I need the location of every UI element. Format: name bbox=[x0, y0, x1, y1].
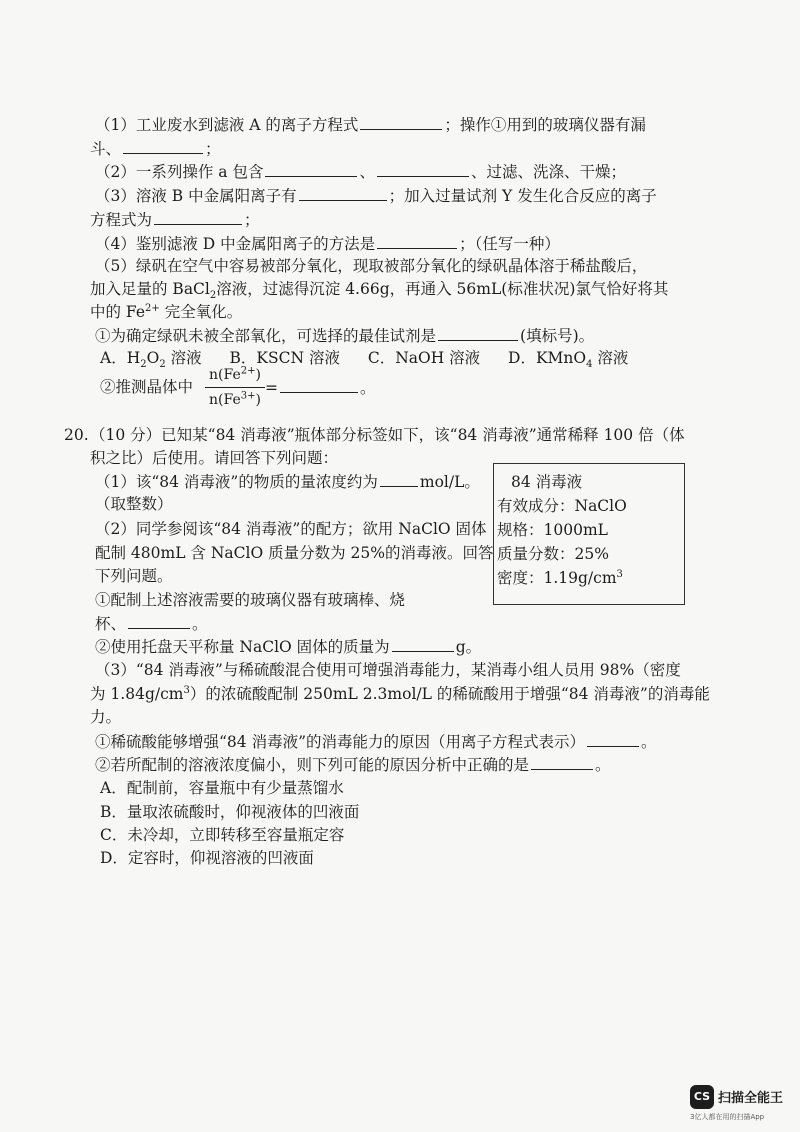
option-a-text-c: 溶液 bbox=[165, 349, 202, 367]
q19-part2-text-c: 、过滤、洗涤、干燥； bbox=[470, 163, 626, 181]
scanner-watermark bbox=[690, 1085, 790, 1125]
answer-blank bbox=[438, 324, 518, 341]
q19-part5-text-c2: 完全氧化。 bbox=[159, 303, 243, 321]
q20-sub2-q2-text: ②使用托盘天平称量 NaClO 固体的质量为 bbox=[95, 638, 390, 656]
q19-part3-text-c: 方程式为 bbox=[90, 211, 153, 229]
fraction-numerator: $n(Fe^{2+})$ bbox=[209, 365, 261, 383]
label-mass-fraction: 质量分数：25% bbox=[497, 545, 609, 563]
q19-part5-question1 bbox=[95, 324, 594, 347]
disinfectant-label-box bbox=[493, 463, 685, 605]
q20-choice-a: A．配制前，容量瓶中有少量蒸馏水 bbox=[100, 779, 344, 797]
q19-part5-question1-end: (填标号)。 bbox=[520, 327, 595, 345]
q19-part5-text-b: 加入足量的 BaCl bbox=[90, 280, 210, 298]
label-title: 84 消毒液 bbox=[511, 473, 583, 491]
answer-blank bbox=[154, 208, 242, 225]
q20-sub2-line2 bbox=[95, 542, 494, 564]
option-b: B．KSCN 溶液 bbox=[229, 349, 340, 367]
camscanner-logo-icon: CS bbox=[690, 1085, 714, 1109]
q19-part3-text-d: ； bbox=[244, 211, 260, 229]
option-a-text: A．H bbox=[100, 349, 141, 367]
q20-sub3-line1 bbox=[95, 659, 681, 681]
q20-sub3-q2-text: ②若所配制的溶液浓度偏小，则下列可能的原因分析中正确的是 bbox=[95, 756, 530, 774]
answer-blank bbox=[299, 184, 387, 201]
q19-part1-line1 bbox=[95, 113, 646, 136]
q20-intro-line2 bbox=[90, 447, 338, 469]
q20-sub2-q1-text: ①配制上述溶液需要的玻璃仪器有玻璃棒、烧 bbox=[95, 591, 406, 609]
answer-blank bbox=[392, 635, 454, 652]
q19-part5-question2-answer bbox=[265, 376, 376, 399]
q19-part1-text: （1）工业废水到滤液 A 的离子方程式 bbox=[95, 116, 359, 134]
answer-blank bbox=[531, 753, 593, 770]
q20-sub1-note: （取整数） bbox=[95, 495, 173, 513]
q20-sub2-q2-line bbox=[95, 635, 481, 658]
subscript: 2 bbox=[159, 359, 166, 371]
q19-part5-question2 bbox=[100, 376, 193, 398]
q20-sub2-line3 bbox=[95, 565, 173, 587]
answer-blank bbox=[265, 160, 357, 177]
q20-sub2-q1-text-b: 杯、 bbox=[95, 615, 127, 633]
answer-blank bbox=[587, 730, 639, 747]
q20-sub1-unit: mol/L。 bbox=[419, 473, 480, 491]
q20-sub3-text-b: 为 1.84g/cm bbox=[90, 685, 184, 703]
q20-sub2-text-b: 配制 480mL 含 NaClO 质量分数为 25%的消毒液。回答 bbox=[95, 544, 494, 562]
answer-blank bbox=[377, 160, 469, 177]
q19-part5-text-c: 中的 Fe bbox=[90, 303, 146, 321]
q20-sub2-line1 bbox=[95, 518, 487, 540]
q19-part5-text-b2: 溶液，过滤得沉淀 4.66g，再通入 56mL(标准状况)氯气恰好将其 bbox=[216, 280, 669, 298]
q20-sub3-q1-line bbox=[95, 730, 657, 753]
option-d bbox=[508, 349, 629, 371]
q19-options bbox=[100, 347, 628, 369]
fraction-denominator: $n(Fe^{3+})$ bbox=[209, 390, 261, 408]
watermark-app-name: 扫描全能王 bbox=[718, 1091, 784, 1106]
answer-blank bbox=[280, 376, 358, 393]
q20-intro-line1 bbox=[90, 424, 685, 446]
answer-blank bbox=[123, 137, 203, 154]
q19-part1-text-b: ；操作①用到的玻璃仪器有漏 bbox=[444, 116, 646, 134]
superscript: 2+ bbox=[145, 302, 160, 314]
q20-sub3-text: （3）“84 消毒液”与稀硫酸混合使用可增强消毒能力，某消毒小组人员用 98%（密度 bbox=[95, 661, 681, 679]
q20-sub2-text: （2）同学参阅该“84 消毒液”的配方；欲用 NaClO 固体 bbox=[95, 520, 487, 538]
q20-choice-c: C．未冷却，立即转移至容量瓶定容 bbox=[100, 826, 345, 844]
q20-sub1-line2 bbox=[95, 493, 173, 515]
subscript: 4 bbox=[586, 359, 593, 371]
q20-sub3-line3 bbox=[90, 706, 121, 728]
q20-sub2-text-c: 下列问题。 bbox=[95, 567, 173, 585]
q19-part5-line3 bbox=[90, 301, 242, 323]
q19-part3-text: （3）溶液 B 中金属阳离子有 bbox=[95, 187, 297, 205]
period: 。 bbox=[192, 615, 208, 633]
q19-part3-line2 bbox=[90, 208, 260, 231]
label-ingredient: 有效成分：NaClO bbox=[497, 497, 627, 515]
q19-part1-line2 bbox=[90, 137, 221, 160]
equals-sign: = bbox=[265, 379, 278, 397]
fraction-bar bbox=[205, 387, 265, 388]
period: 。 bbox=[641, 733, 657, 751]
option-a bbox=[100, 349, 202, 371]
q20-sub2-q1-line2 bbox=[95, 612, 208, 635]
answer-blank bbox=[380, 470, 418, 487]
answer-blank bbox=[377, 232, 457, 249]
watermark-tagline: 3亿人都在用的扫描App bbox=[690, 1113, 765, 1121]
q19-part5-text: （5）绿矾在空气中容易被部分氧化，现取被部分氧化的绿矾晶体溶于稀盐酸后， bbox=[95, 257, 648, 275]
q19-part5-question2-text: ②推测晶体中 bbox=[100, 378, 194, 396]
q19-part1-text-c: 斗、 bbox=[90, 140, 122, 158]
q20-sub3-text-c: 力。 bbox=[90, 708, 122, 726]
q19-part4-text: （4）鉴别滤液 D 中金属阳离子的方法是 bbox=[95, 235, 376, 253]
answer-blank bbox=[128, 612, 190, 629]
q20-sub2-q1-line1 bbox=[95, 589, 405, 611]
q19-part3-line1 bbox=[95, 184, 657, 207]
q20-number: 20. bbox=[64, 426, 89, 444]
option-d-text: D．KMnO bbox=[508, 349, 587, 367]
option-a-text-b: O bbox=[146, 349, 160, 367]
q20-sub3-text-b2: ）的浓硫酸配制 250mL 2.3mol/L 的稀硫酸用于增强“84 消毒液”的消毒能 bbox=[189, 685, 710, 703]
q19-part2-line bbox=[95, 160, 626, 183]
option-c: C．NaOH 溶液 bbox=[367, 349, 481, 367]
option-d-text-b: 溶液 bbox=[592, 349, 629, 367]
q19-part3-text-b: ；加入过量试剂 Y 发生化合反应的离子 bbox=[388, 187, 657, 205]
q20-choice-d: D．定容时，仰视溶液的凹液面 bbox=[100, 849, 314, 867]
q19-part5-question1-text: ①为确定绿矾未被全部氧化，可选择的最佳试剂是 bbox=[95, 327, 437, 345]
q20-intro-text-b: 积之比）后使用。请回答下列问题： bbox=[90, 449, 339, 467]
superscript: 3 bbox=[183, 684, 190, 696]
subscript: 2 bbox=[140, 359, 147, 371]
q19-part2-sep: 、 bbox=[359, 163, 375, 181]
q20-intro-text: （10 分）已知某“84 消毒液”瓶体部分标签如下，该“84 消毒液”通常稀释 100 倍（体 bbox=[90, 426, 685, 444]
answer-blank bbox=[360, 113, 442, 130]
q19-part1-text-d: ； bbox=[205, 140, 221, 158]
q20-sub1-line1 bbox=[95, 470, 480, 493]
period: 。 bbox=[595, 756, 611, 774]
period: 。 bbox=[360, 379, 376, 397]
q19-part4-text-b: ；（任写一种） bbox=[459, 235, 560, 253]
q20-sub1-text: （1）该“84 消毒液”的物质的量浓度约为 bbox=[95, 473, 378, 491]
subscript: 2 bbox=[209, 290, 217, 302]
q19-part2-text: （2）一系列操作 a 包含 bbox=[95, 163, 264, 181]
q20-sub2-q2-unit: g。 bbox=[455, 638, 482, 656]
label-density: 密度：$1.19g/cm^3$ bbox=[497, 568, 623, 587]
label-spec: 规格：1000mL bbox=[497, 521, 608, 539]
fraction-fe-ratio bbox=[205, 364, 265, 411]
q20-sub3-q1-text: ①稀硫酸能够增强“84 消毒液”的消毒能力的原因（用离子方程式表示） bbox=[95, 733, 586, 751]
q19-part5-line1 bbox=[95, 255, 647, 277]
q19-part4-line bbox=[95, 232, 560, 255]
q20-choice-b: B．量取浓硫酸时，仰视液体的凹液面 bbox=[100, 803, 360, 821]
q20-sub3-q2-line bbox=[95, 753, 611, 776]
q20-sub3-line2 bbox=[90, 683, 710, 705]
q19-part5-line2 bbox=[90, 278, 668, 300]
